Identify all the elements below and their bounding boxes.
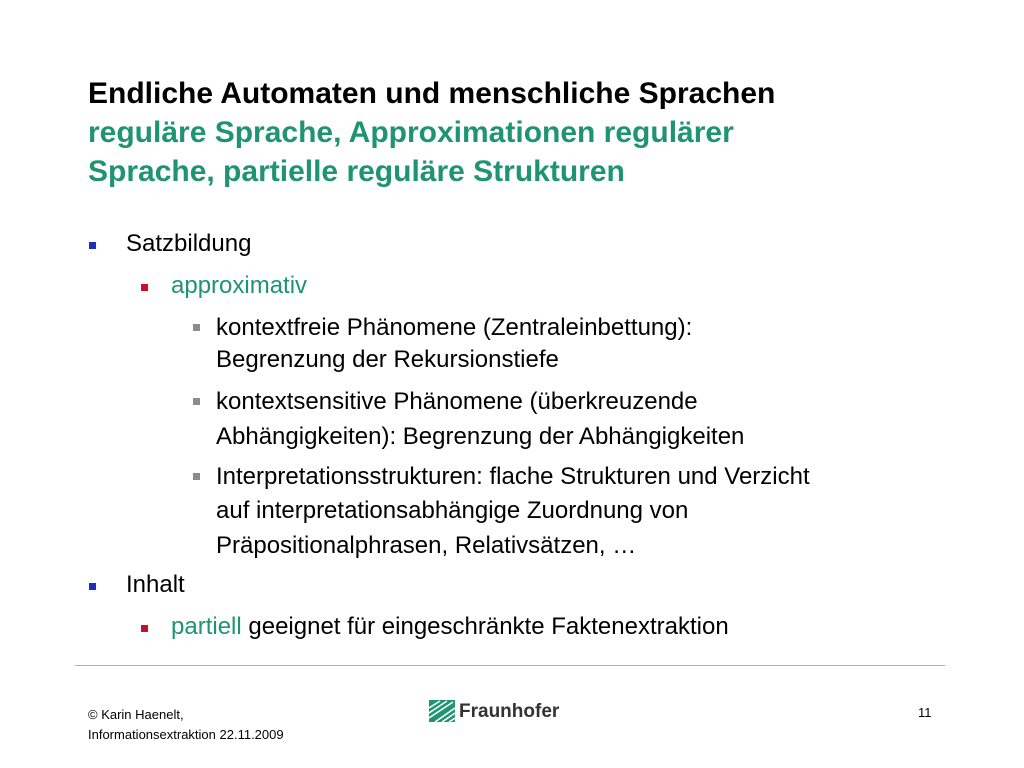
bullet-square-icon [89,242,96,249]
footer-author [88,705,284,745]
list-item-partiell [171,610,729,644]
bullet-square-icon [193,398,200,405]
partiell-text: geeignet für eingeschränkte Faktenextraktion [241,613,729,640]
fraunhofer-logo-text: Fraunhofer [459,701,560,722]
page-number: 11 [918,705,932,720]
list-item-kontextfrei-line1: kontextfreie Phänomene (Zentraleinbettung): [216,314,693,341]
list-item-kontextsensitiv-line2: Abhängigkeiten): Begrenzung der Abhängigkeiten [216,423,745,450]
list-item-inhalt: Inhalt [126,571,185,598]
list-item-interpretation-line2: auf interpretationsabhängige Zuordnung von [216,497,689,524]
bullet-square-icon [141,284,148,291]
bullet-square-icon [193,473,200,480]
partiell-highlight: partiell [171,613,242,640]
list-item-kontextsensitiv-line1: kontextsensitive Phänomene (überkreuzende [216,388,698,415]
list-item-interpretation-line3: Präpositionalphrasen, Relativsätzen, … [216,532,637,559]
list-item-approximativ: approximativ [171,272,308,299]
slide-subtitle-line2: Sprache, partielle reguläre Strukturen [88,155,625,188]
fraunhofer-logo [429,700,569,722]
bullet-square-icon [89,583,96,590]
list-item-interpretation-line1: Interpretationsstrukturen: flache Strukturen und Verzicht [216,463,810,490]
bullet-square-icon [193,324,200,331]
footer-divider [75,665,945,666]
bullet-square-icon [141,625,148,632]
footer-author-line2: Informationsextraktion 22.11.2009 [88,727,284,742]
slide-subtitle-line1: reguläre Sprache, Approximationen regulärer [88,116,734,149]
fraunhofer-logo-icon [429,700,455,722]
slide-title: Endliche Automaten und menschliche Sprachen [88,77,776,110]
footer-author-line1: © Karin Haenelt, [88,707,184,722]
list-item-satzbildung: Satzbildung [126,230,252,257]
list-item-kontextfrei-line2: Begrenzung der Rekursionstiefe [216,346,559,373]
